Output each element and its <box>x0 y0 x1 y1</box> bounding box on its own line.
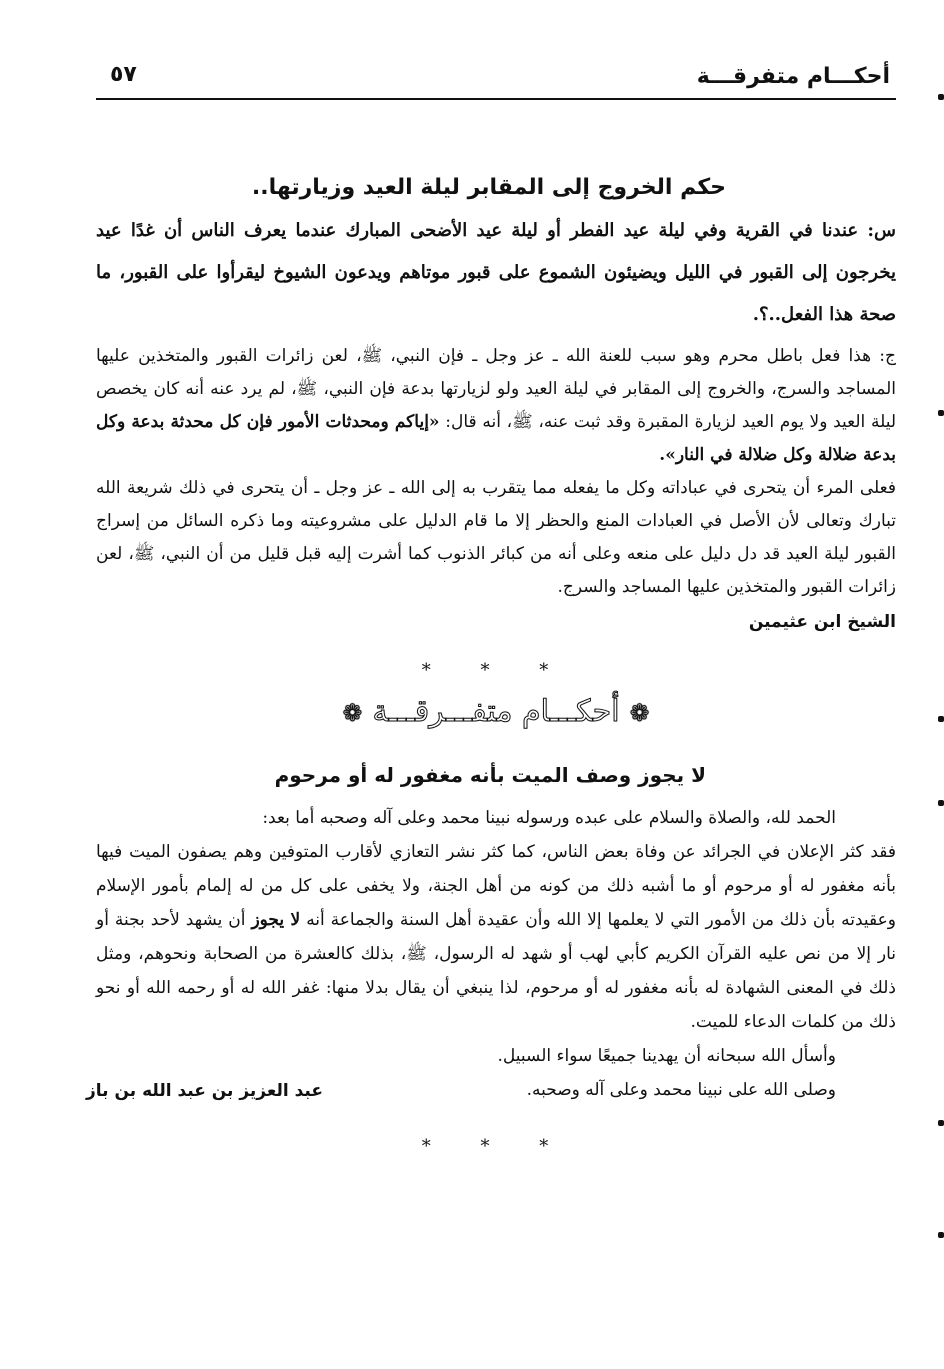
page-header <box>96 62 896 100</box>
page-number: ٥٧ <box>110 62 137 87</box>
margin-mark <box>938 1120 944 1126</box>
margin-mark <box>938 800 944 806</box>
ornament-left-icon: ❁ <box>342 699 363 727</box>
margin-mark <box>938 94 944 100</box>
ornament-right-icon: ❁ <box>629 699 650 727</box>
answer-paragraph <box>96 340 896 472</box>
closing-line-1: وأسأل الله سبحانه أن يهدينا جميعًا سواء السبيل. <box>497 1046 836 1066</box>
body-text-1: فقد كثر الإعلان في الجرائد عن وفاة بعض الناس، كما كثر نشر التعازي لأقارب المتوفين وهم يصفون الميت فيها بأنه مغفور له أو مرحوم أو ما أشبه ذلك من كونه من أهل الجنة، ولا يخفى على كل من له إلمام بأمور الإسلام وعقيدته بأن ذلك من الأمور التي لا يعلمها إلا الله وأن عقيدة أهل السنة والجماعة أنه <box>96 842 897 930</box>
answer-text-2: فعلى المرء أن يتحرى في عباداته وكل ما يفعله مما يتقرب به إلى الله ـ عز وجل ـ أن يتحرى في ذلك شريعة الله تبارك وتعالى لأن الأصل في العبادات المنع والحظر إلا ما قام الدليل على مشروعيته وما ذكره السائل من إسراج القبور ليلة العيد قد دل دليل على منعه وعلى أنه من كبائر الذنوب كما أشرت إليه قبل قليل من أن النبي، ﷺ، لعن زائرات القبور والمتخذين عليها المساجد والسرج. <box>96 478 896 597</box>
body-bold-phrase: لا يجوز <box>251 910 301 930</box>
margin-mark <box>938 1232 944 1238</box>
answer-hadith: «إياكم ومحدثات الأمور فإن كل محدثة بدعة وكل بدعة ضلالة وكل ضلالة في النار». <box>96 412 896 465</box>
section-heading <box>96 690 896 735</box>
answer-text-1: ج: هذا فعل باطل محرم وهو سبب للعنة الله ـ عز وجل ـ فإن النبي، ﷺ، لعن زائرات القبور والمتخذين عليها المساجد والسرج، والخروج إلى المقابر في ليلة العيد ولو لزيارتها بدعة فإن النبي، ﷺ، لم يرد عنه أنه كان يخصص ليلة العيد ولا يوم العيد لزيارة المقبرة وقد ثبت عنه، ﷺ، أنه قال: <box>96 346 897 432</box>
body-paragraph <box>96 835 896 1039</box>
body-text-2: أن يشهد لأحد بجنة أو نار إلا من نص عليه القرآن الكريم كأبي لهب أو شهد له الرسول، ﷺ، بذلك كالعشرة من الصحابة ونحوهم، ومثل ذلك في المعنى الشهادة له بأنه مغفور له أو مرحوم، لذا ينبغي أن يقال بدلا منها: غفر الله له أو رحمه الله أو نحو ذلك من كلمات الدعاء للميت. <box>96 910 896 1032</box>
section1-title: حكم الخروج إلى المقابر ليلة العيد وزيارتها.. <box>251 175 726 200</box>
section-heading-text: أحكـــام متفـــرقـــة <box>372 694 620 729</box>
intro-text: الحمد لله، والصلاة والسلام على عبده ورسوله نبينا محمد وعلى آله وصحبه أما بعد: <box>262 808 836 828</box>
margin-mark <box>938 716 944 722</box>
closing-block <box>86 1073 896 1107</box>
signature-ibn-uthaymin: الشيخ ابن عثيمين <box>748 612 896 632</box>
running-title: أحكـــام متفرقـــة <box>696 64 890 89</box>
separator-stars: * * * <box>421 660 571 681</box>
closing-line-2: وصلى الله على نبينا محمد وعلى آله وصحبه. <box>526 1080 836 1100</box>
signature-bin-baz: عبد العزيز بن عبد الله بن باز <box>86 1081 323 1101</box>
end-stars: * * * <box>421 1136 571 1157</box>
margin-mark <box>938 410 944 416</box>
question-text: س: عندنا في القرية وفي ليلة عيد الفطر أو ليلة عيد الأضحى المبارك عندما يعرف الناس أن غدًا عيد يخرجون إلى القبور في الليل ويضيئون الشموع على قبور موتاهم ويدعون الشيوخ ليقرأوا على القبور، ما صحة هذا الفعل..؟. <box>96 220 896 325</box>
page-content <box>86 168 897 1163</box>
section2-title: لا يجوز وصف الميت بأنه مغفور له أو مرحوم <box>274 763 706 787</box>
